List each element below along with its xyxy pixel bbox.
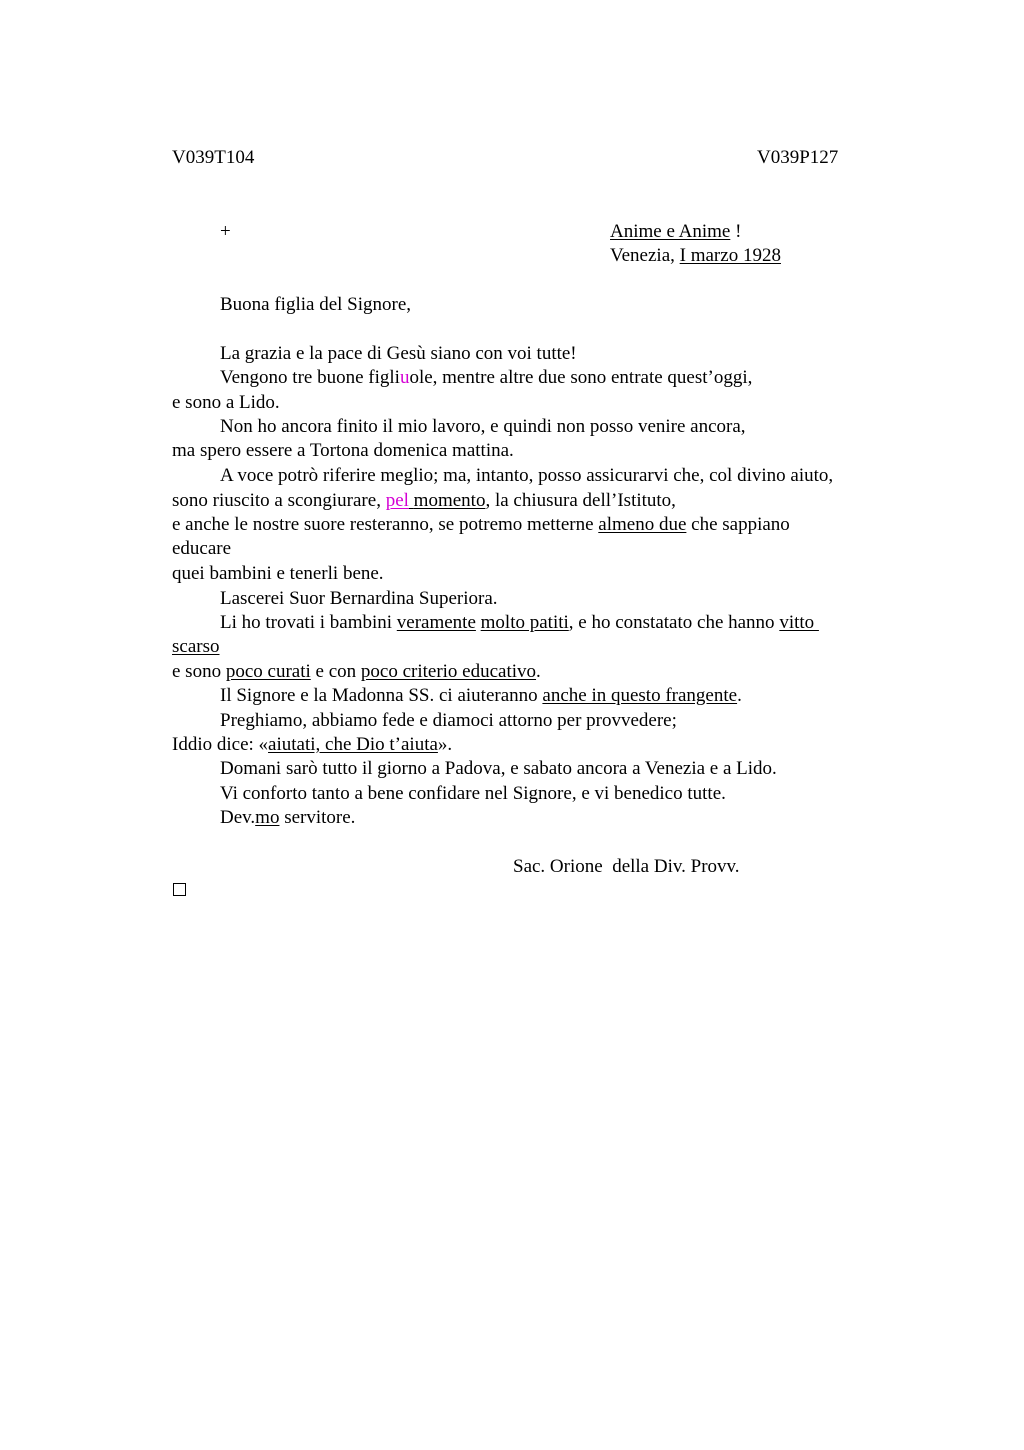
place-date	[610, 244, 781, 268]
underlined-text: vitto	[779, 612, 819, 633]
body-line	[172, 489, 676, 513]
text-run: che sappiano	[686, 514, 790, 535]
document-code-right: V039P127	[757, 147, 839, 168]
text-run: Vengono tre buone figli	[220, 367, 400, 388]
motto-text: Anime e Anime	[610, 221, 731, 242]
body-line: La grazia e la pace di Gesù siano con voi tutte!	[220, 343, 577, 364]
salutation: Buona figlia del Signore,	[220, 294, 412, 315]
document-code-left: V039T104	[172, 147, 255, 168]
underlined-text: scarso	[172, 636, 220, 657]
underlined-text: veramente	[396, 612, 476, 633]
underlined-text: momento	[413, 490, 486, 511]
highlighted-letter: u	[399, 367, 410, 388]
body-line	[172, 660, 541, 684]
text-run: e con	[310, 661, 361, 682]
underlined-text: almeno due	[598, 514, 687, 535]
text-run: , la chiusura dell’Istituto,	[485, 490, 676, 511]
text-run: sono riuscito a scongiurare,	[172, 490, 386, 511]
text-run: .	[536, 661, 541, 682]
underlined-text: aiutati, che Dio t’aiuta	[268, 734, 438, 755]
signature: Sac. Orione della Div. Provv.	[513, 856, 740, 877]
body-line	[172, 733, 452, 757]
text-run: e anche le nostre suore resteranno, se potremo metterne	[172, 514, 599, 535]
text-run: Il Signore e la Madonna SS. ci aiuteranno	[220, 685, 543, 706]
body-line	[220, 684, 742, 708]
text-run: ole, mentre altre due sono entrate quest’oggi,	[409, 367, 753, 388]
motto-mark: !	[730, 221, 742, 242]
motto	[610, 220, 741, 244]
body-line	[220, 806, 355, 830]
body-line: educare	[172, 538, 232, 559]
body-line	[172, 513, 790, 537]
body-line: Domani sarò tutto il giorno a Padova, e sabato ancora a Venezia e a Lido.	[220, 758, 777, 779]
text-run: Iddio dice: «	[172, 734, 269, 755]
body-line: ma spero essere a Tortona domenica mattina.	[172, 440, 514, 461]
body-line	[172, 635, 219, 659]
text-run: , e ho constatato che hanno	[568, 612, 780, 633]
underlined-text: poco criterio educativo	[360, 661, 537, 682]
text-run: Dev.	[220, 807, 256, 828]
body-line	[220, 611, 819, 635]
underlined-text: anche in questo frangente	[542, 685, 738, 706]
empty-square-icon	[173, 883, 186, 896]
underlined-text: mo	[255, 807, 280, 828]
text-run: Li ho trovati i bambini	[220, 612, 397, 633]
cross-mark: +	[220, 221, 231, 242]
text-run: servitore.	[279, 807, 356, 828]
highlighted-word: pel	[385, 490, 409, 511]
body-line: Non ho ancora finito il mio lavoro, e quindi non posso venire ancora,	[220, 416, 746, 437]
underlined-text: molto patiti	[480, 612, 569, 633]
body-line: A voce potrò riferire meglio; ma, intanto, posso assicurarvi che, col divino aiuto,	[220, 465, 834, 486]
place: Venezia,	[610, 245, 680, 266]
body-line: quei bambini e tenerli bene.	[172, 563, 384, 584]
date: I marzo 1928	[679, 245, 781, 266]
text-run: .	[737, 685, 742, 706]
body-line: Lascerei Suor Bernardina Superiora.	[220, 588, 498, 609]
text-run: e sono	[172, 661, 226, 682]
body-line	[220, 366, 752, 390]
body-line: e sono a Lido.	[172, 392, 280, 413]
body-line: Preghiamo, abbiamo fede e diamoci attorno per provvedere;	[220, 710, 677, 731]
body-line: Vi conforto tanto a bene confidare nel Signore, e vi benedico tutte.	[220, 783, 726, 804]
text-run: ».	[437, 734, 453, 755]
underlined-text: poco curati	[225, 661, 311, 682]
